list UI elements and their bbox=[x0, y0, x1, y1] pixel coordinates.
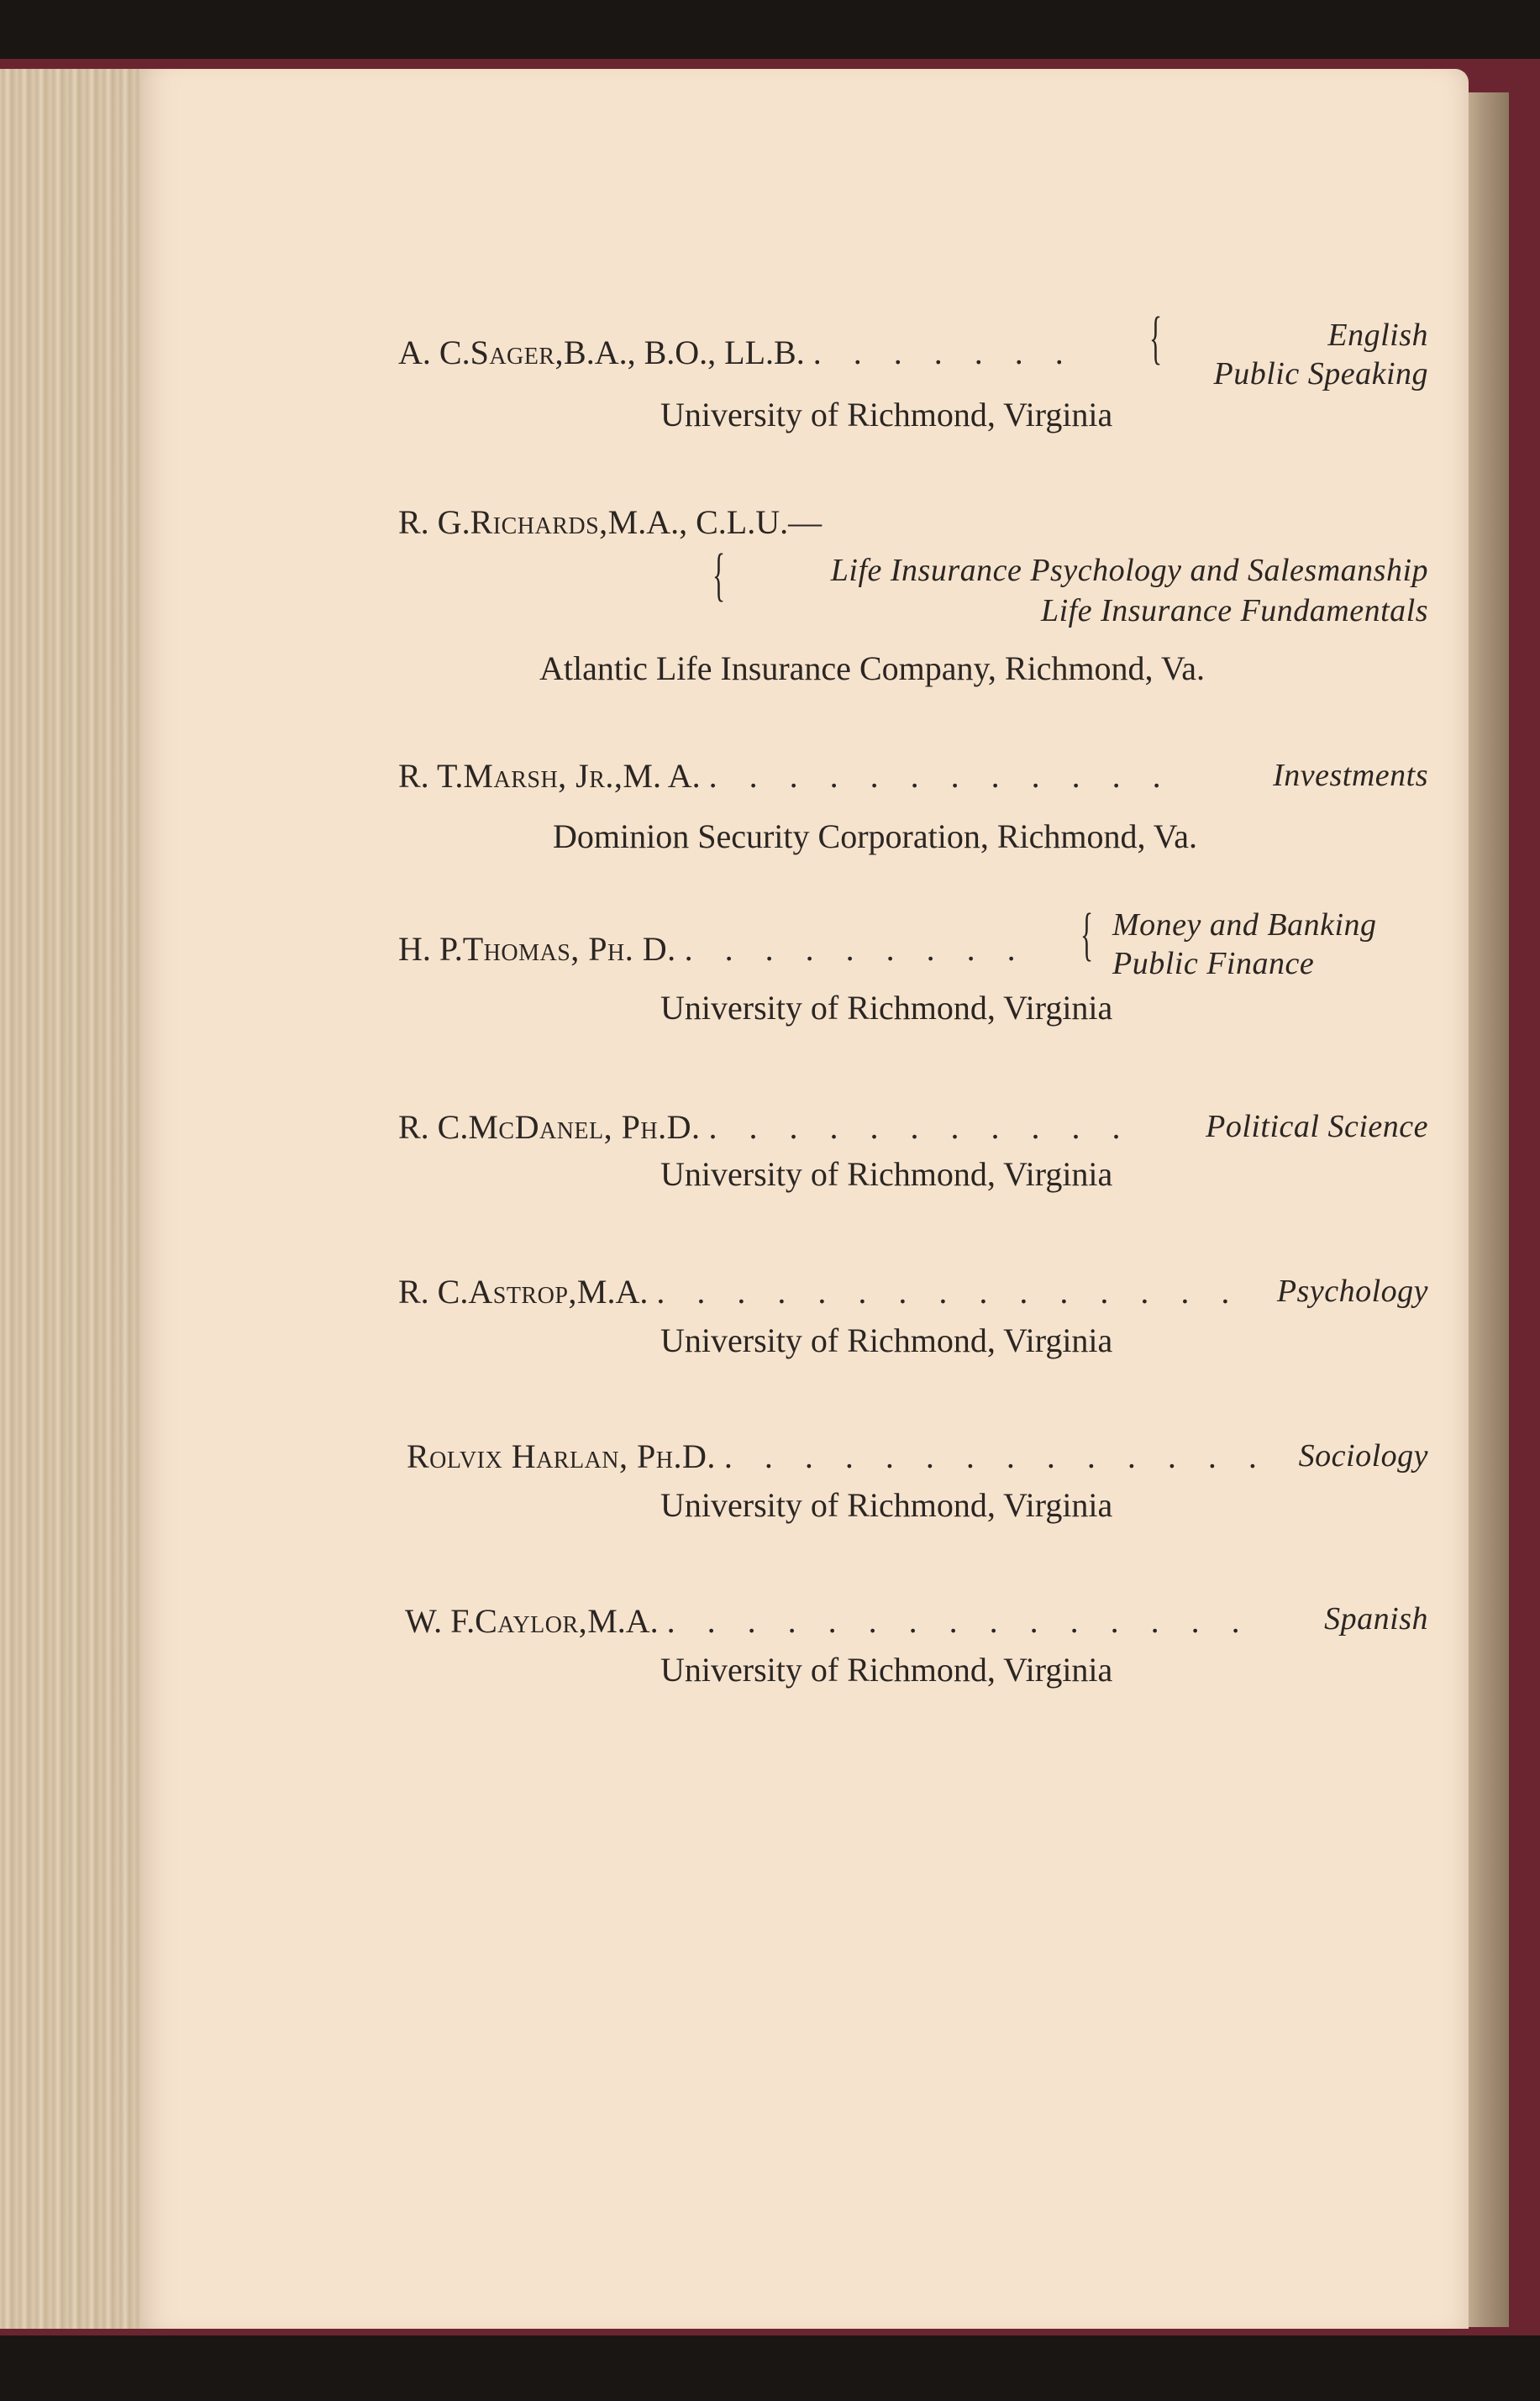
faculty-name bbox=[398, 930, 1028, 968]
page-right-edge bbox=[1469, 92, 1509, 2327]
subject-public-finance: Public Finance bbox=[1112, 946, 1315, 981]
affiliation: University of Richmond, Virginia bbox=[660, 989, 1113, 1027]
leader-dots: . . . . . . . . . . . . bbox=[708, 757, 1173, 795]
name-surname: Caylor, bbox=[475, 1602, 588, 1640]
subject-political-science: Political Science bbox=[1206, 1109, 1428, 1144]
leader-dots: . . . . . . . . . . . . . . bbox=[723, 1437, 1269, 1475]
name-surname: Thomas, Ph. D. bbox=[462, 930, 676, 968]
name-initials: R. T. bbox=[398, 757, 464, 795]
name-initials: R. C. bbox=[398, 1273, 469, 1311]
subject-life-insurance-fundamentals: Life Insurance Fundamentals bbox=[1040, 593, 1428, 628]
leader-dots: . . . . . . . . . . . . . . . bbox=[656, 1273, 1242, 1311]
affiliation: Atlantic Life Insurance Company, Richmond, Va. bbox=[539, 649, 1206, 687]
faculty-name bbox=[398, 336, 1075, 370]
subject-life-insurance-psychology: Life Insurance Psychology and Salesmanship bbox=[830, 553, 1428, 588]
affiliation: University of Richmond, Virginia bbox=[660, 1321, 1113, 1359]
faculty-name bbox=[407, 1437, 1269, 1475]
brace: { bbox=[1080, 902, 1094, 967]
leader-dots: . . . . . . . . . bbox=[684, 930, 1028, 968]
name-initials: R. G. bbox=[398, 503, 470, 541]
name-surname: Marsh, Jr., bbox=[463, 757, 623, 795]
leader-dots: . . . . . . . bbox=[812, 334, 1075, 371]
name-degrees: B.A., B.O., LL.B. bbox=[564, 334, 805, 371]
book-page bbox=[141, 69, 1469, 2329]
name-degrees: M.A. bbox=[576, 1273, 649, 1311]
name-initials: H. P. bbox=[398, 930, 463, 968]
brace: { bbox=[1149, 306, 1163, 370]
faculty-name bbox=[398, 1275, 1241, 1309]
affiliation: University of Richmond, Virginia bbox=[660, 396, 1113, 433]
affiliation: University of Richmond, Virginia bbox=[660, 1155, 1113, 1193]
name-degrees: M.A., C.L.U.— bbox=[607, 503, 823, 541]
page-stack-edges bbox=[0, 69, 147, 2329]
name-degrees: M.A. bbox=[587, 1602, 659, 1640]
subject-public-speaking: Public Speaking bbox=[1213, 356, 1428, 391]
subject-psychology: Psychology bbox=[1276, 1274, 1428, 1309]
name-surname: Rolvix Harlan, Ph.D. bbox=[407, 1437, 716, 1475]
name-surname: Astrop, bbox=[468, 1273, 577, 1311]
name-surname: Richards, bbox=[470, 503, 608, 541]
affiliation: University of Richmond, Virginia bbox=[660, 1651, 1113, 1689]
leader-dots: . . . . . . . . . . . bbox=[708, 1108, 1133, 1146]
subject-investments: Investments bbox=[1273, 758, 1428, 793]
name-degrees: M. A. bbox=[623, 757, 701, 795]
subject-sociology: Sociology bbox=[1298, 1438, 1428, 1474]
faculty-name bbox=[398, 503, 823, 541]
name-initials: W. F. bbox=[405, 1602, 476, 1640]
affiliation: Dominion Security Corporation, Richmond, Va. bbox=[553, 817, 1197, 855]
brace: { bbox=[712, 543, 726, 607]
subject-money-and-banking: Money and Banking bbox=[1112, 907, 1377, 943]
faculty-name bbox=[398, 1108, 1133, 1146]
leader-dots: . . . . . . . . . . . . . . . bbox=[666, 1602, 1252, 1640]
subject-english: English bbox=[1327, 318, 1428, 353]
name-surname: McDanel, Ph.D. bbox=[468, 1108, 701, 1146]
affiliation: University of Richmond, Virginia bbox=[660, 1486, 1113, 1524]
faculty-name bbox=[398, 759, 1173, 793]
name-surname: Sager, bbox=[470, 334, 565, 371]
faculty-name bbox=[405, 1602, 1252, 1640]
name-initials: A. C. bbox=[398, 334, 470, 371]
subject-spanish: Spanish bbox=[1324, 1601, 1428, 1637]
name-initials: R. C. bbox=[398, 1108, 469, 1146]
